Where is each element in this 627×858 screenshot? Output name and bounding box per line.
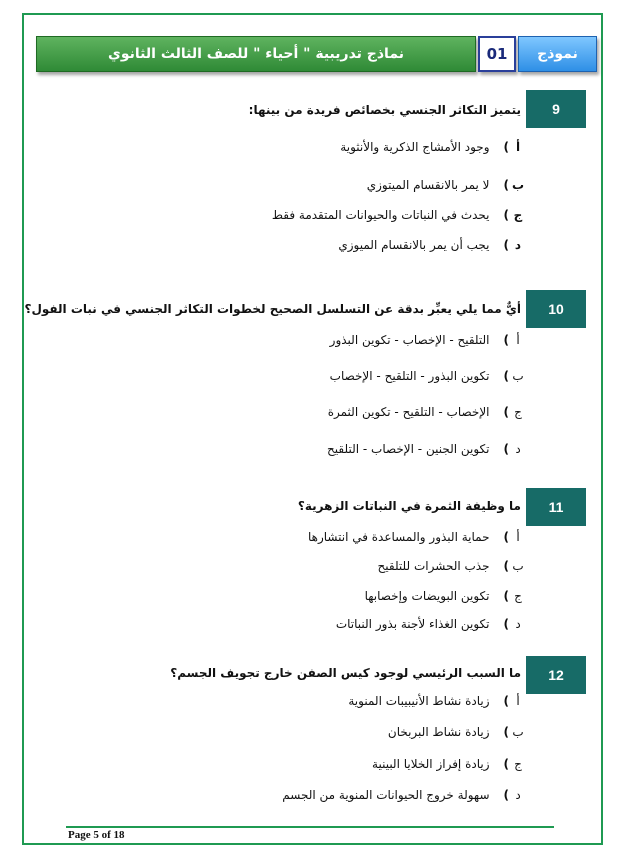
option-text: تكوين البذور - التلقيح - الإخصاب — [329, 369, 490, 383]
footer-divider — [66, 826, 554, 828]
option-10-d[interactable]: د ) تكوين الجنين - الإخصاب - التلقيح — [327, 442, 527, 456]
option-text: تكوين البويضات وإخصابها — [364, 589, 490, 603]
option-label: ج — [514, 589, 522, 603]
option-text: زيادة نشاط الأنيبيبات المنوية — [348, 694, 490, 708]
option-10-c[interactable]: ج ) الإخصاب - التلقيح - تكوين الثمرة — [328, 405, 527, 419]
option-9-d[interactable]: د ) يجب أن يمر بالانقسام الميوزي — [338, 238, 527, 252]
option-11-a[interactable]: أ ) حماية البذور والمساعدة في انتشارها — [308, 530, 527, 544]
option-label: ب — [511, 178, 525, 192]
option-label: ج — [513, 208, 523, 222]
option-11-d[interactable]: د ) تكوين الغذاء لأجنة بذور النباتات — [336, 617, 527, 631]
header-tag: نموذج — [518, 36, 597, 72]
option-label: أ — [516, 530, 520, 544]
option-text: يجب أن يمر بالانقسام الميوزي — [338, 238, 490, 252]
option-label: ج — [514, 405, 522, 419]
option-12-d[interactable]: د ) سهولة خروج الحيوانات المنوية من الجسم — [282, 788, 527, 802]
question-text-10: أيٌّ مما يلي يعبِّر بدقة عن التسلسل الصحيح لخطوات التكاثر الجنسي في نبات الفول؟ — [24, 302, 521, 316]
option-label: د — [514, 238, 522, 252]
page-word: Page — [68, 829, 91, 841]
option-text: لا يمر بالانقسام الميتوزي — [366, 178, 490, 192]
option-9-a[interactable]: أ ) وجود الأمشاج الذكرية والأنثوية — [340, 140, 527, 154]
option-11-b[interactable]: ب ) جذب الحشرات للتلقيح — [378, 559, 527, 573]
option-12-c[interactable]: ج ) زيادة إفراز الخلايا البينية — [372, 757, 527, 771]
option-text: زيادة نشاط البربخان — [387, 725, 490, 739]
option-text: وجود الأمشاج الذكرية والأنثوية — [340, 140, 490, 154]
option-label: ب — [512, 559, 524, 573]
option-text: يحدث في النباتات والحيوانات المتقدمة فقط — [271, 208, 490, 222]
page-number — [68, 829, 125, 841]
page-current: 5 — [93, 829, 99, 841]
header-number: 01 — [478, 36, 516, 72]
option-text: تكوين الغذاء لأجنة بذور النباتات — [335, 617, 490, 631]
question-number-9: 9 — [526, 90, 586, 128]
option-10-b[interactable]: ب ) تكوين البذور - التلقيح - الإخصاب — [330, 369, 527, 383]
question-number-10: 10 — [526, 290, 586, 328]
option-label: ج — [514, 757, 522, 771]
option-11-c[interactable]: ج ) تكوين البويضات وإخصابها — [365, 589, 527, 603]
option-text: الإخصاب - التلقيح - تكوين الثمرة — [327, 405, 490, 419]
option-label: د — [515, 788, 521, 802]
question-number-12: 12 — [526, 656, 586, 694]
option-label: ب — [512, 725, 524, 739]
option-10-a[interactable]: أ ) التلقيح - الإخصاب - تكوين البذور — [330, 333, 527, 347]
question-text-9: يتميز التكاثر الجنسي بخصائص فريدة من بينها: — [248, 103, 521, 117]
option-12-b[interactable]: ب ) زيادة نشاط البربخان — [388, 725, 527, 739]
option-label: أ — [516, 694, 520, 708]
option-label: ب — [512, 369, 524, 383]
option-text: جذب الحشرات للتلقيح — [377, 559, 490, 573]
option-text: زيادة إفراز الخلايا البينية — [372, 757, 490, 771]
question-text-11: ما وظيفة الثمرة في النباتات الزهرية؟ — [297, 499, 521, 513]
page-of-word: of — [101, 829, 111, 841]
page-frame — [22, 13, 603, 845]
option-text: تكوين الجنين - الإخصاب - التلقيح — [327, 442, 490, 456]
question-number-11: 11 — [526, 488, 586, 526]
option-label: د — [515, 617, 521, 631]
option-9-c[interactable]: ج ) يحدث في النباتات والحيوانات المتقدمة فقط — [272, 208, 527, 222]
option-12-a[interactable]: أ ) زيادة نشاط الأنيبيبات المنوية — [348, 694, 527, 708]
question-text-12: ما السبب الرئيسي لوجود كيس الصفن خارج تجويف الجسم؟ — [170, 666, 521, 680]
option-label: أ — [516, 333, 520, 347]
option-9-b[interactable]: ب ) لا يمر بالانقسام الميتوزي — [367, 178, 527, 192]
option-text: التلقيح - الإخصاب - تكوين البذور — [329, 333, 490, 347]
header-title: نماذج تدريبية " أحياء " للصف الثالث الثانوي — [36, 36, 476, 72]
option-label: د — [515, 442, 521, 456]
option-text: سهولة خروج الحيوانات المنوية من الجسم — [282, 788, 490, 802]
option-label: أ — [515, 140, 521, 154]
option-text: حماية البذور والمساعدة في انتشارها — [307, 530, 490, 544]
page-total: 18 — [113, 829, 125, 841]
